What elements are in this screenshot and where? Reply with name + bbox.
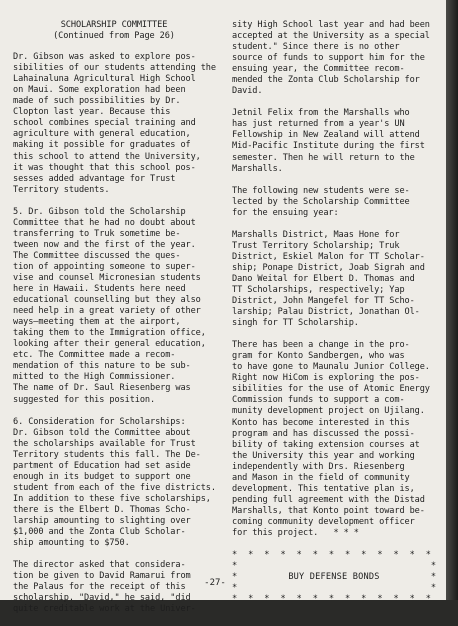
paragraph (13, 417, 215, 550)
text-line: Dano Weital for Elbert D. Thomas and (232, 273, 415, 284)
text-line: suggested for this position. (13, 394, 156, 405)
text-line: school combines special training and (13, 118, 196, 129)
left-column (13, 20, 215, 626)
text-line: transferring to Truk sometime be- (13, 228, 181, 239)
paragraph (13, 560, 215, 615)
text-line: source of funds to support him for the (232, 53, 425, 64)
text-line: District, John Mangefel for TT Scho- (232, 296, 415, 307)
paragraph (232, 20, 436, 97)
text-line: the University this year and working (232, 450, 415, 461)
text-line: ways—meeting them at the airport, (13, 317, 181, 328)
text-line: tion be given to David Ramarui from (13, 571, 191, 582)
box-title-row (232, 572, 436, 583)
text-line: In addition to these five scholarships, (13, 493, 211, 504)
text-line: scholarship. "David," he said, "did (13, 593, 191, 604)
text-line: has just returned from a year's UN (232, 119, 405, 130)
text-line: etc. The Committee made a recom- (13, 350, 176, 361)
text-line: taking them to the Immigration office, (13, 328, 206, 339)
right-column (232, 20, 436, 605)
text-line: tween now and the first of the year. (13, 239, 196, 250)
paragraph (232, 230, 436, 329)
star-border-side (232, 583, 436, 594)
text-line: Trust Territory Scholarship; Truk (232, 240, 400, 251)
text-line: District, Eskiel Malon for TT Scholar- (232, 251, 425, 262)
star-right: * (430, 561, 436, 572)
text-line: Mid-Pacific Institute during the first (232, 141, 425, 152)
star-left: * (232, 583, 238, 594)
text-line: $1,000 and the Zonta Club Scholar- (13, 527, 186, 538)
left-paragraphs (13, 52, 215, 615)
text-line: there is the Elbert D. Thomas Scho- (13, 504, 191, 515)
text-line: program and has discussed the possi- (232, 428, 415, 439)
text-line: 5. Dr. Gibson told the Scholarship (13, 206, 186, 217)
section-heading (13, 20, 215, 42)
text-line: The Committee discussed the ques- (13, 250, 181, 261)
paragraph (232, 340, 436, 539)
text-line: David. (232, 86, 263, 97)
text-line: making it possible for graduates of (13, 140, 191, 151)
text-line: ship amounting to $750. (13, 538, 130, 549)
text-line: ensuing year, the Committee recom- (232, 64, 405, 75)
text-line: Commission funds to support a com- (232, 395, 405, 406)
text-line: Marshalls District, Maas Hone for (232, 229, 400, 240)
text-line: to have gone to Maunalu Junior College. (232, 362, 430, 373)
text-line: Marshalls, that Konto point toward be- (232, 505, 425, 516)
text-line: Territory students. (13, 184, 110, 195)
paragraph (232, 186, 436, 219)
text-line: 6. Consideration for Scholarships: (13, 416, 186, 427)
text-line: gram for Konto Sandbergen, who was (232, 351, 405, 362)
text-line: Dr. Gibson told the Committee about (13, 427, 191, 438)
text-line: on Maui. Some exploration had been (13, 85, 186, 96)
text-line: the Palaus for the receipt of this (13, 582, 186, 593)
page-edge-shadow (446, 0, 458, 600)
text-line: singh for TT Scholarship. (232, 318, 359, 329)
paragraph (13, 52, 215, 196)
star-right: * (430, 583, 436, 594)
text-line: and Mason in the field of community (232, 472, 410, 483)
text-line: There has been a change in the pro- (232, 340, 410, 351)
text-line: for the ensuing year: (232, 207, 339, 218)
text-line: enough in its budget to support one (13, 471, 191, 482)
text-line: coming community development officer (232, 516, 415, 527)
text-line: Lahainaluna Agricultural High School (13, 74, 196, 85)
text-line: vise and counsel Micronesian students (13, 272, 201, 283)
text-line: lected by the Scholarship Committee (232, 196, 410, 207)
star-left: * (232, 572, 238, 583)
star-border-side (232, 561, 436, 572)
right-paragraphs (232, 20, 436, 539)
text-line: sibilities for the use of Atomic Energy (232, 384, 430, 395)
text-line: larship; Palau District, Jonathan Ol- (232, 307, 420, 318)
text-line: Fellowship in New Zealand will attend (232, 130, 420, 141)
text-line: Territory students this fall. The De- (13, 449, 201, 460)
text-line: student." Since there is no other (232, 42, 400, 53)
text-line: pending full agreement with the Distad (232, 494, 425, 505)
text-line: this school to attend the University, (13, 151, 201, 162)
text-line: munity development project on Ujilang. (232, 406, 425, 417)
text-line: bility of taking extension courses at (232, 439, 420, 450)
text-line: looking after their general education, (13, 339, 206, 350)
text-line: accepted at the University as a special (232, 31, 430, 42)
text-line: for this project. * * * (232, 527, 359, 538)
text-line: development. This tentative plan is, (232, 483, 415, 494)
text-line: larship amounting to slighting over (13, 515, 191, 526)
text-line: sibilities of our students attending the (13, 63, 216, 74)
star-border-top: * * * * * * * * * * * * * (232, 550, 434, 561)
text-line: Dr. Gibson was asked to explore pos- (13, 52, 196, 63)
text-line: The following new students were se- (232, 185, 410, 196)
text-line: made of such possibilities by Dr. (13, 96, 181, 107)
paragraph (232, 108, 436, 174)
heading-title: SCHOLARSHIP COMMITTEE (60, 20, 168, 30)
buy-defense-bonds-title: BUY DEFENSE BONDS (288, 572, 380, 583)
heading-subtitle: (Continued from Page 26) (53, 31, 175, 42)
text-line: TT Scholarships, respectively; Yap (232, 284, 405, 295)
text-line: ship; Ponape District, Joab Sigrah and (232, 262, 425, 273)
text-line: tion of appointing someone to super- (13, 261, 196, 272)
text-line: student from each of the five districts. (13, 482, 216, 493)
text-line: Committee that he had no doubt about (13, 217, 196, 228)
text-line: Right now HiCom is exploring the pos- (232, 373, 420, 384)
star-left: * (232, 561, 238, 572)
text-line: Jetnil Felix from the Marshalls who (232, 108, 410, 119)
text-line: mended the Zonta Club Scholarship for (232, 75, 420, 86)
paragraph (13, 207, 215, 406)
text-line: educational counselling but they also (13, 295, 201, 306)
text-line: mendation of this nature to be sub- (13, 361, 191, 372)
text-line: partment of Education had set aside (13, 460, 191, 471)
text-line: The director asked that considera- (13, 560, 186, 571)
star-right: * (430, 572, 436, 583)
text-line: independently with Drs. Riesenberg (232, 461, 405, 472)
text-line: sesses added advantage for Trust (13, 173, 176, 184)
text-line: it was thought that this school pos- (13, 162, 196, 173)
text-line: Marshalls. (232, 163, 283, 174)
text-line: need help in a great variety of other (13, 306, 201, 317)
text-line: quite creditable work at the Univer- (13, 604, 196, 615)
text-line: Konto has become interested in this (232, 417, 410, 428)
text-line: the scholarships available for Trust (13, 438, 196, 449)
text-line: semester. Then he will return to the (232, 152, 415, 163)
defense-bonds-box (232, 550, 436, 605)
text-line: here in Hawaii. Students here need (13, 284, 186, 295)
text-line: sity High School last year and had been (232, 20, 430, 30)
text-line: Clopton last year. Because this (13, 107, 171, 118)
star-border-bottom: * * * * * * * * * * * * * (232, 594, 434, 605)
text-line: mitted to the High Commissioner. (13, 372, 176, 383)
text-line: The name of Dr. Saul Riesenberg was (13, 383, 191, 394)
page-number: -27- (204, 578, 226, 588)
text-line: agriculture with general education, (13, 129, 191, 140)
